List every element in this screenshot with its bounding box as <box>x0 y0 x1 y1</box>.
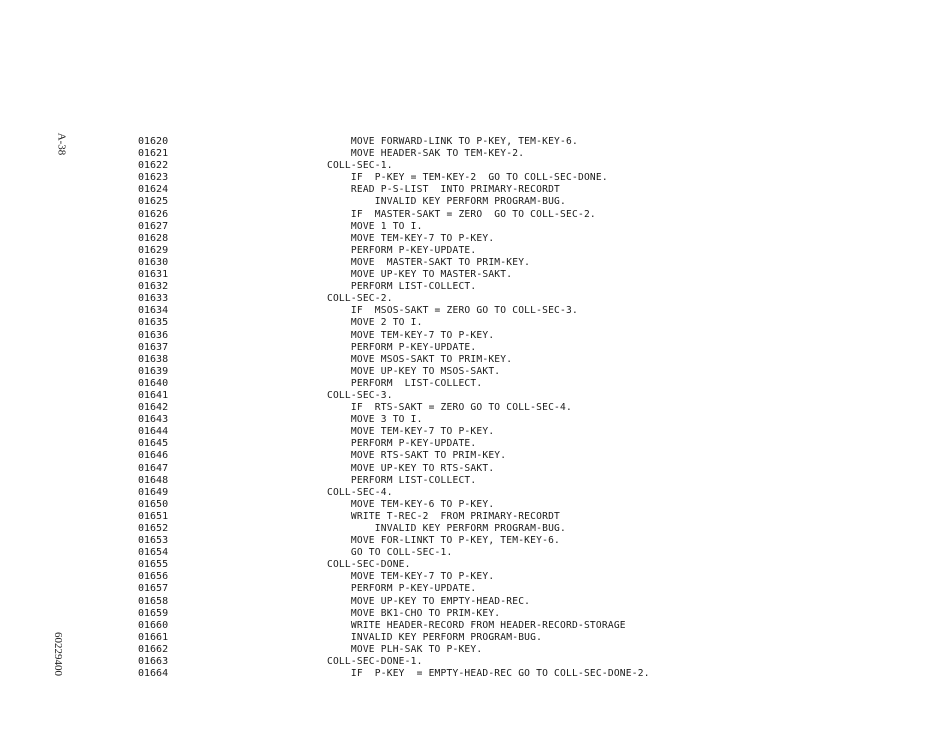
line-number: 01647 <box>138 462 169 474</box>
line-number: 01643 <box>138 414 169 426</box>
line-number: 01626 <box>138 208 169 220</box>
code-line <box>138 632 738 644</box>
line-number: 01652 <box>138 523 169 534</box>
code-statement: MOVE 3 TO I. <box>321 414 423 426</box>
code-statement: IF P-KEY = EMPTY-HEAD-REC GO TO COLL-SEC-DONE-2. <box>321 668 650 680</box>
code-statement: COLL-SEC-2. <box>321 293 393 305</box>
line-number: 01660 <box>138 619 169 631</box>
code-line <box>138 354 738 366</box>
line-number: 01662 <box>138 643 169 655</box>
code-line <box>138 463 738 475</box>
code-statement: MOVE UP-KEY TO RTS-SAKT. <box>321 462 495 474</box>
line-number: 01649 <box>138 486 169 498</box>
code-line <box>138 221 738 233</box>
line-number: 01638 <box>138 353 169 365</box>
code-statement: MOVE TEM-KEY-7 TO P-KEY. <box>321 426 495 438</box>
code-statement: WRITE HEADER-RECORD FROM HEADER-RECORD-STORAGE <box>321 619 626 631</box>
line-number: 01623 <box>138 172 169 184</box>
code-statement: IF MASTER-SAKT = ZERO GO TO COLL-SEC-2. <box>321 208 596 220</box>
code-line <box>138 668 738 680</box>
code-line <box>138 305 738 317</box>
code-statement: INVALID KEY PERFORM PROGRAM-BUG. <box>321 196 567 208</box>
code-line <box>138 608 738 620</box>
line-number: 01627 <box>138 220 169 232</box>
code-statement: COLL-SEC-1. <box>321 160 393 172</box>
line-number: 01625 <box>138 196 169 208</box>
code-line <box>138 378 738 390</box>
line-number: 01633 <box>138 293 169 305</box>
line-number: 01639 <box>138 365 169 377</box>
line-number: 01620 <box>138 136 169 147</box>
code-statement: MOVE HEADER-SAK TO TEM-KEY-2. <box>321 148 525 160</box>
code-line <box>138 148 738 160</box>
code-line <box>138 475 738 487</box>
code-line <box>138 438 738 450</box>
code-line <box>138 402 738 414</box>
code-statement: IF P-KEY = TEM-KEY-2 GO TO COLL-SEC-DONE. <box>321 172 608 184</box>
code-statement: MOVE TEM-KEY-7 TO P-KEY. <box>321 329 495 341</box>
code-line <box>138 559 738 571</box>
code-statement: WRITE T-REC-2 FROM PRIMARY-RECORDT <box>321 510 561 522</box>
code-statement: MOVE MASTER-SAKT TO PRIM-KEY. <box>321 256 531 268</box>
code-statement: MOVE BK1-CHO TO PRIM-KEY. <box>321 607 501 619</box>
line-number: 01645 <box>138 438 169 450</box>
code-line <box>138 160 738 172</box>
line-number: 01629 <box>138 244 169 256</box>
code-line <box>138 656 738 668</box>
line-number: 01656 <box>138 571 169 583</box>
line-number: 01635 <box>138 317 169 329</box>
code-line <box>138 620 738 632</box>
code-statement: READ P-S-LIST INTO PRIMARY-RECORDT <box>321 184 561 196</box>
code-line <box>138 583 738 595</box>
code-statement: MOVE MSOS-SAKT TO PRIM-KEY. <box>321 353 513 365</box>
code-statement: COLL-SEC-4. <box>321 486 393 498</box>
code-statement: INVALID KEY PERFORM PROGRAM-BUG. <box>321 523 567 534</box>
code-line <box>138 257 738 269</box>
line-number: 01630 <box>138 256 169 268</box>
code-line <box>138 342 738 354</box>
code-line <box>138 136 738 148</box>
line-number: 01657 <box>138 583 169 595</box>
line-number: 01646 <box>138 450 169 462</box>
code-line <box>138 366 738 378</box>
code-statement: MOVE TEM-KEY-6 TO P-KEY. <box>321 498 495 510</box>
code-statement: PERFORM LIST-COLLECT. <box>321 281 477 293</box>
line-number: 01634 <box>138 305 169 317</box>
code-line <box>138 330 738 342</box>
line-number: 01628 <box>138 232 169 244</box>
code-line <box>138 317 738 329</box>
line-number: 01621 <box>138 148 169 160</box>
code-statement: PERFORM P-KEY-UPDATE. <box>321 341 477 353</box>
code-statement: PERFORM LIST-COLLECT. <box>321 377 483 389</box>
code-line <box>138 523 738 535</box>
code-line <box>138 450 738 462</box>
code-line <box>138 184 738 196</box>
line-number: 01651 <box>138 510 169 522</box>
code-line <box>138 499 738 511</box>
line-number: 01659 <box>138 607 169 619</box>
line-number: 01658 <box>138 595 169 607</box>
line-number: 01654 <box>138 547 169 559</box>
code-statement: IF RTS-SAKT = ZERO GO TO COLL-SEC-4. <box>321 402 572 414</box>
line-number: 01631 <box>138 269 169 281</box>
code-statement: PERFORM LIST-COLLECT. <box>321 474 477 486</box>
line-number: 01641 <box>138 389 169 401</box>
code-line <box>138 487 738 499</box>
code-line <box>138 571 738 583</box>
line-number: 01661 <box>138 631 169 643</box>
page-number: A-38 <box>55 132 68 156</box>
code-statement: MOVE UP-KEY TO MASTER-SAKT. <box>321 269 513 281</box>
code-line <box>138 390 738 402</box>
code-statement: MOVE 2 TO I. <box>321 317 423 329</box>
code-line <box>138 547 738 559</box>
code-line <box>138 596 738 608</box>
code-statement: MOVE FORWARD-LINK TO P-KEY, TEM-KEY-6. <box>321 136 578 147</box>
line-number: 01642 <box>138 402 169 414</box>
line-number: 01624 <box>138 184 169 196</box>
line-number: 01644 <box>138 426 169 438</box>
code-statement: MOVE PLH-SAK TO P-KEY. <box>321 643 483 655</box>
line-number: 01663 <box>138 656 169 668</box>
code-listing <box>138 136 738 680</box>
code-statement: COLL-SEC-3. <box>321 389 393 401</box>
code-line <box>138 233 738 245</box>
code-statement: GO TO COLL-SEC-1. <box>321 547 453 559</box>
code-statement: INVALID KEY PERFORM PROGRAM-BUG. <box>321 631 543 643</box>
line-number: 01637 <box>138 341 169 353</box>
code-statement: MOVE FOR-LINKT TO P-KEY, TEM-KEY-6. <box>321 535 561 547</box>
line-number: 01664 <box>138 668 169 680</box>
code-line <box>138 644 738 656</box>
line-number: 01653 <box>138 535 169 547</box>
code-line <box>138 196 738 208</box>
code-statement: PERFORM P-KEY-UPDATE. <box>321 244 477 256</box>
code-statement: MOVE UP-KEY TO MSOS-SAKT. <box>321 365 501 377</box>
code-statement: PERFORM P-KEY-UPDATE. <box>321 583 477 595</box>
document-id: 60229400 <box>52 632 64 676</box>
code-line <box>138 281 738 293</box>
code-statement: IF MSOS-SAKT = ZERO GO TO COLL-SEC-3. <box>321 305 578 317</box>
code-statement: MOVE TEM-KEY-7 TO P-KEY. <box>321 232 495 244</box>
line-number: 01622 <box>138 160 169 172</box>
code-statement: MOVE TEM-KEY-7 TO P-KEY. <box>321 571 495 583</box>
line-number: 01648 <box>138 474 169 486</box>
line-number: 01650 <box>138 498 169 510</box>
code-line <box>138 245 738 257</box>
code-line <box>138 511 738 523</box>
code-statement: PERFORM P-KEY-UPDATE. <box>321 438 477 450</box>
line-number: 01636 <box>138 329 169 341</box>
line-number: 01640 <box>138 377 169 389</box>
code-statement: MOVE 1 TO I. <box>321 220 423 232</box>
line-number: 01655 <box>138 559 169 571</box>
line-number: 01632 <box>138 281 169 293</box>
code-line <box>138 293 738 305</box>
code-statement: COLL-SEC-DONE-1. <box>321 656 423 668</box>
code-line <box>138 269 738 281</box>
code-line <box>138 172 738 184</box>
code-line <box>138 209 738 221</box>
code-line <box>138 414 738 426</box>
code-statement: MOVE RTS-SAKT TO PRIM-KEY. <box>321 450 507 462</box>
code-line <box>138 426 738 438</box>
code-line <box>138 535 738 547</box>
code-statement: COLL-SEC-DONE. <box>321 559 411 571</box>
code-statement: MOVE UP-KEY TO EMPTY-HEAD-REC. <box>321 595 531 607</box>
